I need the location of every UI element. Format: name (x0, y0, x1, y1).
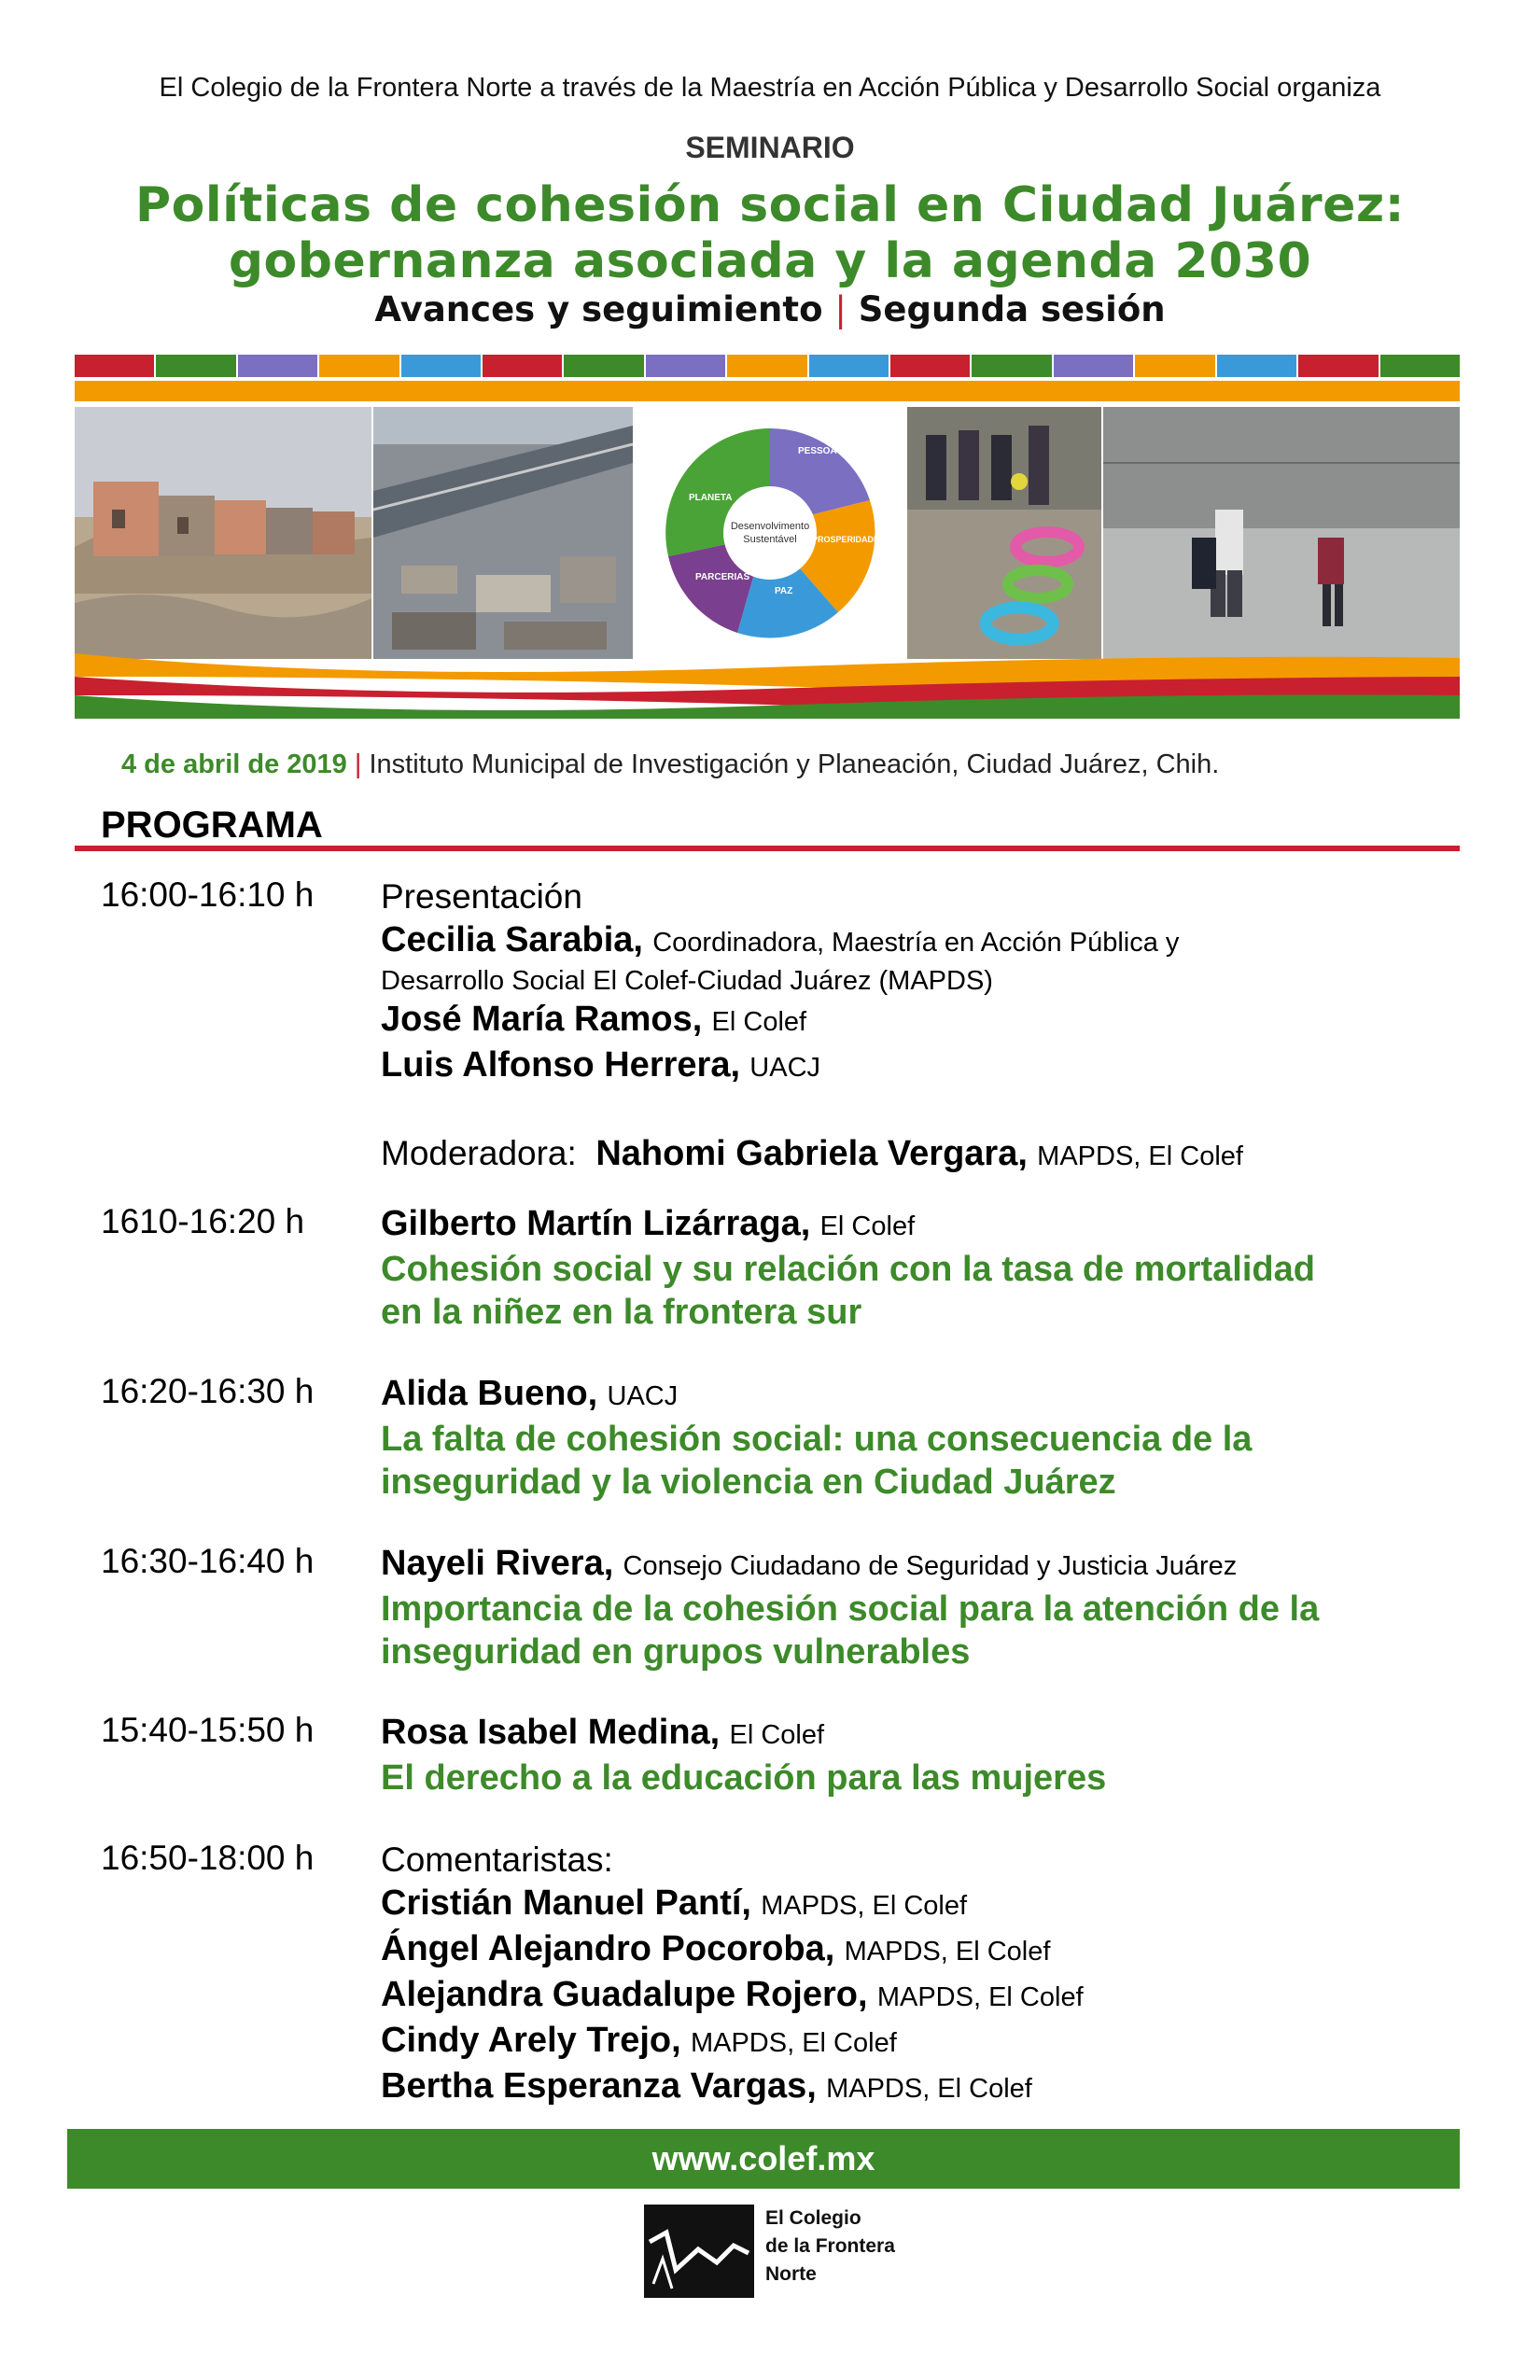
speaker-affiliation: El Colef (711, 1007, 807, 1037)
stripe (646, 355, 725, 377)
footer-bar (67, 2129, 1460, 2189)
session-label: Comentaristas: (381, 1841, 613, 1879)
date-separator: | (354, 749, 362, 779)
stripe (727, 355, 806, 377)
photo-houses (75, 407, 371, 659)
commentator-affiliation: MAPDS, El Colef (761, 1891, 968, 1921)
speaker-affiliation: El Colef (819, 1211, 916, 1241)
stripe (75, 355, 154, 377)
talk-title-line-2: inseguridad en grupos vulnerables (381, 1632, 971, 1672)
speaker-name: Rosa Isabel Medina, (381, 1713, 721, 1752)
stripe (483, 355, 562, 377)
moderator-label: Moderadora: (381, 1134, 577, 1172)
stripe (890, 355, 970, 377)
diagram-prosperidade: PROSPERIDADE (812, 535, 880, 544)
commentator-name: Alejandra Guadalupe Rojero, (381, 1975, 868, 2014)
program-divider (75, 846, 1460, 851)
speaker-name: José María Ramos, (381, 1000, 703, 1039)
commentator-affiliation: MAPDS, El Colef (844, 1937, 1051, 1967)
sdg-diagram (635, 407, 905, 659)
talk-title-line-1: El derecho a la educación para las mujeres (381, 1758, 1107, 1798)
commentator-name: Cindy Arely Trejo, (381, 2021, 681, 2060)
speaker-affiliation-cont: Desarrollo Social El Colef-Ciudad Juárez (MAPDS) (381, 966, 993, 996)
moderator-affiliation: MAPDS, El Colef (1037, 1141, 1243, 1171)
diagram-center-line1: Desenvolvimento (730, 521, 810, 532)
intro-text: El Colegio de la Frontera Norte a través de la Maestría en Acción Pública y Desarrollo Social organiza (159, 73, 1381, 103)
logo-line-3: Norte (765, 2263, 817, 2285)
photo-kids-playing (1103, 407, 1460, 659)
stripe (809, 355, 889, 377)
session-time: 1610-16:20 h (101, 1202, 305, 1240)
subtitle-progress: Avances y seguimiento (374, 289, 823, 329)
photo-children-tires (907, 407, 1101, 659)
subtitle-separator: | (834, 289, 847, 329)
speaker-affiliation: Coordinadora, Maestría en Acción Pública y (652, 928, 1180, 958)
event-venue: Instituto Municipal de Investigación y Planeación, Ciudad Juárez, Chih. (369, 749, 1220, 779)
stripe (972, 355, 1051, 377)
stripe (564, 355, 643, 377)
stripe (1135, 355, 1214, 377)
session-label: Presentación (381, 877, 582, 916)
session-time: 16:20-16:30 h (101, 1372, 315, 1410)
diagram-parcerias: PARCERIAS (695, 572, 750, 582)
speaker-affiliation: UACJ (607, 1381, 679, 1411)
speaker-affiliation: UACJ (749, 1053, 821, 1083)
commentator-name: Bertha Esperanza Vargas, (381, 2066, 817, 2106)
color-stripes (75, 355, 1460, 377)
stripe (156, 355, 235, 377)
colef-logo (644, 2205, 905, 2298)
event-date: 4 de abril de 2019 (121, 749, 347, 779)
photo-aerial-city (373, 407, 633, 659)
stripe (1054, 355, 1133, 377)
talk-title-line-1: La falta de cohesión social: una consecuencia de la (381, 1420, 1253, 1459)
photo-strip (75, 407, 1460, 659)
speaker-name: Alida Bueno, (381, 1374, 598, 1413)
speaker-name: Nayeli Rivera, (381, 1544, 614, 1583)
session-time: 15:40-15:50 h (101, 1711, 315, 1749)
commentator-name: Cristián Manuel Pantí, (381, 1883, 751, 1923)
orange-bar (75, 381, 1460, 401)
session-time: 16:30-16:40 h (101, 1542, 315, 1580)
stripe (1298, 355, 1378, 377)
diagram-paz: PAZ (775, 586, 793, 596)
wave-decoration (75, 644, 1460, 719)
website-link[interactable]: www.colef.mx (651, 2139, 875, 2177)
diagram-center-line2: Sustentável (743, 534, 797, 545)
stripe (1380, 355, 1460, 377)
speaker-name: Luis Alfonso Herrera, (381, 1045, 741, 1085)
diagram-planeta: PLANETA (689, 493, 733, 503)
title-line-2: gobernanza asociada y la agenda 2030 (228, 233, 1312, 289)
stripe (1217, 355, 1296, 377)
talk-title-line-2: en la niñez en la frontera sur (381, 1293, 862, 1332)
stripe (319, 355, 399, 377)
logo-line-1: El Colegio (765, 2207, 861, 2229)
speaker-name: Cecilia Sarabia, (381, 920, 643, 959)
speaker-name: Gilberto Martín Lizárraga, (381, 1204, 811, 1243)
speaker-affiliation: El Colef (729, 1720, 825, 1750)
commentator-name: Ángel Alejandro Pocoroba, (381, 1929, 835, 1968)
session-time: 16:50-18:00 h (101, 1839, 315, 1877)
session-time: 16:00-16:10 h (101, 875, 315, 914)
seminar-kicker: SEMINARIO (685, 131, 855, 164)
commentator-affiliation: MAPDS, El Colef (876, 1982, 1084, 2012)
moderator-name: Nahomi Gabriela Vergara, (595, 1134, 1028, 1173)
stripe (238, 355, 317, 377)
talk-title-line-2: inseguridad y la violencia en Ciudad Juárez (381, 1463, 1116, 1502)
program-heading: PROGRAMA (101, 805, 323, 846)
commentator-affiliation: MAPDS, El Colef (690, 2028, 897, 2058)
title-line-1: Políticas de cohesión social en Ciudad Juárez: (135, 177, 1405, 233)
talk-title-line-1: Importancia de la cohesión social para la atención de la (381, 1589, 1320, 1629)
date-venue (121, 749, 1219, 780)
stripe (401, 355, 481, 377)
commentator-affiliation: MAPDS, El Colef (826, 2074, 1032, 2104)
speaker-affiliation: Consejo Ciudadano de Seguridad y Justicia Juárez (623, 1551, 1238, 1581)
talk-title-line-1: Cohesión social y su relación con la tasa de mortalidad (381, 1250, 1315, 1289)
logo-mark-icon (644, 2205, 754, 2298)
subtitle (0, 289, 1540, 329)
diagram-pessoas: PESSOAS (798, 446, 844, 456)
logo-line-2: de la Frontera (765, 2235, 895, 2257)
subtitle-session: Segunda sesión (858, 289, 1166, 329)
